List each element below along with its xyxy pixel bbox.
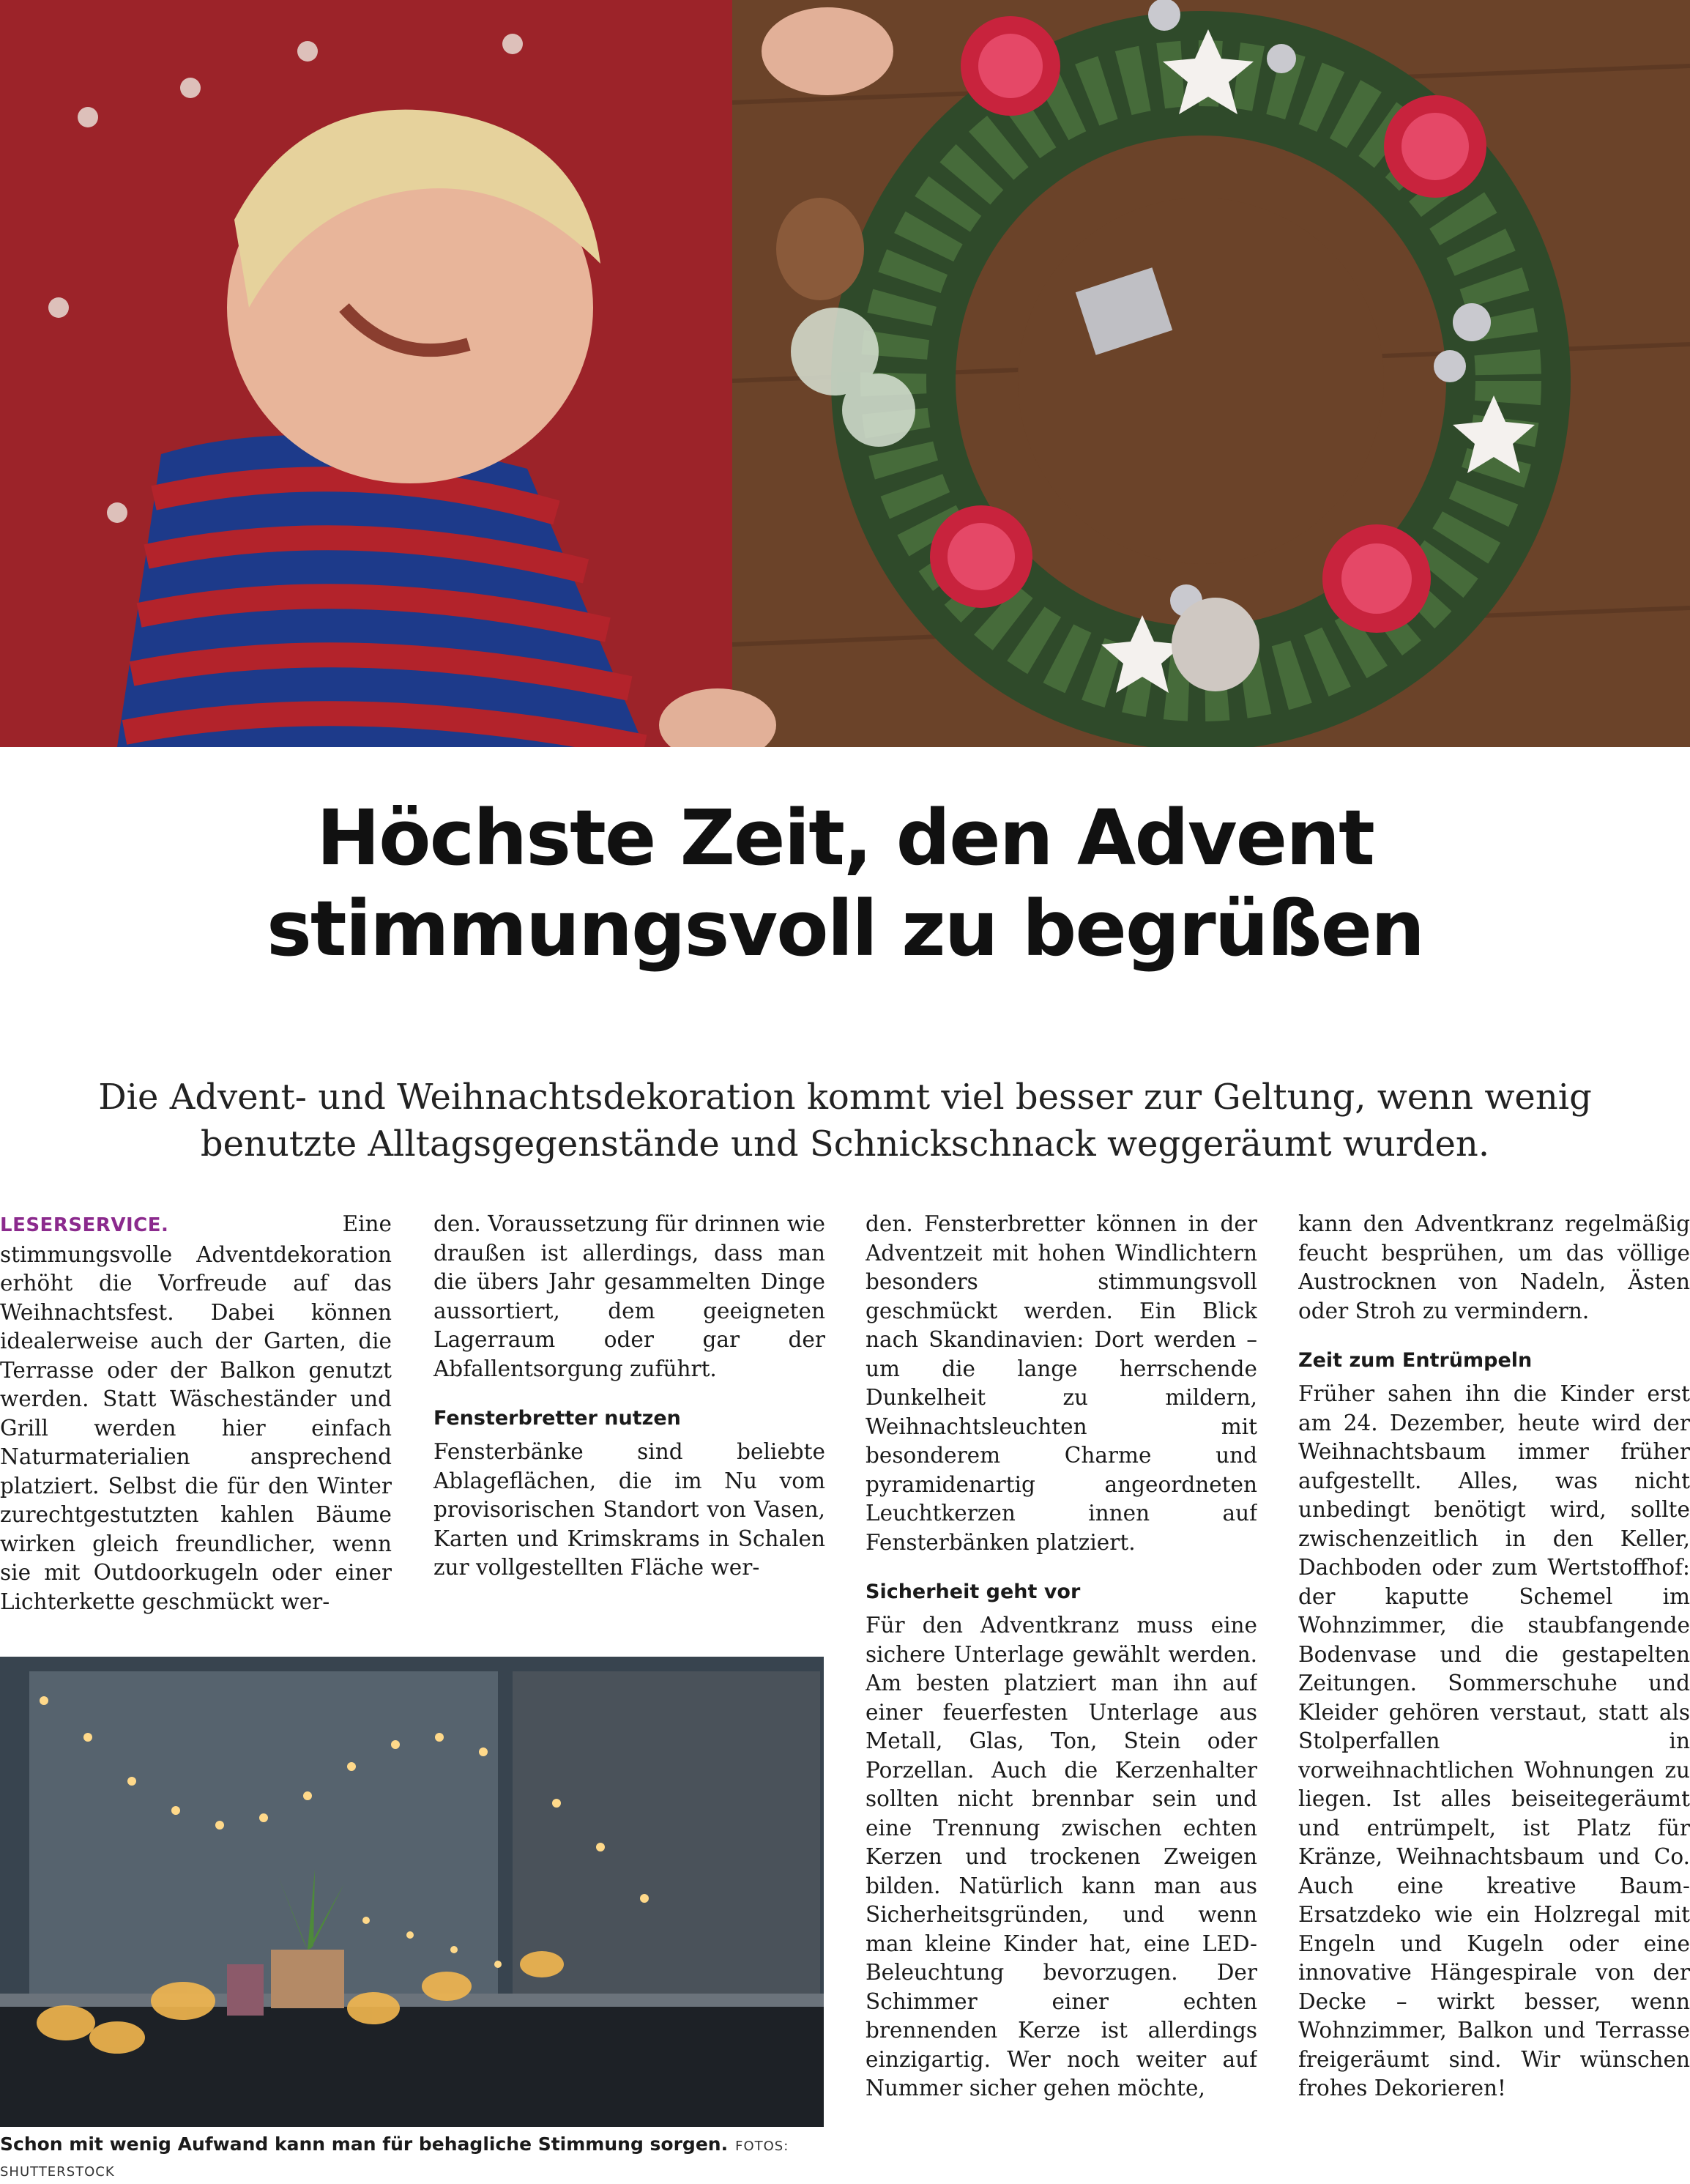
- hero-illustration: [0, 0, 1690, 747]
- section-heading: Sicherheit geht vor: [866, 1581, 1081, 1603]
- paragraph: den. Fensterbretter können in der Adventzeit mit hohen Windlichtern besonders stimmungsvoll geschmückt werden. Ein Blick nach Skandinavien: Dort werden – um die lange herrschende Dunkelheit zu mildern, Weihnachtsleuchten mit besonderem Charme und pyramidenartig angeordneten Leuchtkerzen innen auf Fensterbänken platziert.: [866, 1211, 1257, 1555]
- subheadline-line-2: benutzte Alltagsgegenstände und Schnickschnack weggeräumt wurden.: [200, 1123, 1490, 1165]
- paragraph: den. Voraussetzung für drinnen wie draußen ist allerdings, dass man die übers Jahr gesammelten Dinge aussortiert, dem geeigneten Lagerraum oder gar der Abfallentsorgung zuführt.: [433, 1211, 825, 1381]
- article-headline: [0, 792, 1690, 974]
- candles-window-photo: [0, 1657, 824, 2127]
- intro-text: Eine stimmungsvolle Adventdekoration erhöht die Vorfreude auf das Weihnachtsfest. Dabei können idealerweise auch der Garten, die Terrasse oder der Balkon genutzt werden. Statt Wäscheständer und Grill werden hier einfach Naturmaterialien ansprechend platziert. Selbst die für den Winter zurechtgestutzten kahlen Bäume wirken gleich freundlicher, wenn sie mit Outdoorkugeln oder einer Lichterkette geschmückt wer-: [0, 1211, 392, 1614]
- subheadline-line-1: Die Advent- und Weihnachtsdekoration kommt viel besser zur Geltung, wenn wenig: [98, 1077, 1592, 1118]
- article-column-2: [433, 1210, 825, 1583]
- photo-caption: [0, 2133, 824, 2184]
- paragraph: Früher sahen ihn die Kinder erst am 24. Dezember, heute wird der Weihnachtsbaum immer früher aufgestellt. Alles, was nicht unbedingt benötigt wird, sollte zwischenzeitlich in den Keller, Dachboden oder zum Wertstoffhof: der kaputte Schemel im Wohnzimmer, die staubfangende Bodenvase und die gestapelten Zeitungen. Sommerschuhe und Kleider gehören verstaut, statt als Stolperfallen in vorweihnachtlichen Wohnungen zu liegen. Ist alles beiseitegeräumt und entrümpelt, ist Platz für Kränze, Weihnachtsbaum und Co. Auch eine kreative Baum-Ersatzdeko wie ein Holzregal mit Engeln und Kugeln oder eine innovative Hängespirale von der Decke – wirkt besser, wenn Wohnzimmer, Balkon und Terrasse freigeräumt sind. Wir wünschen frohes Dekorieren!: [1298, 1381, 1690, 2101]
- article-column-3: [866, 1210, 1257, 2161]
- article-column-4: [1298, 1210, 1690, 2161]
- paragraph: Für den Adventkranz muss eine sichere Unterlage gewählt werden. Am besten platziert man ihn auf einer feuerfesten Unterlage aus Metall, Glas, Ton, Stein oder Porzellan. Auch die Kerzenhalter sollten nicht brennbar sein und eine Trennung zwischen echten Kerzen und trockenen Zweigen bilden. Natürlich kann man aus Sicherheitsgründen, und wenn man kleine Kinder hat, eine LED-Beleuchtung bevorzugen. Der Schimmer einer echten brennenden Kerze ist allerdings einzigartig. Wer noch weiter auf Nummer sicher gehen möchte,: [866, 1613, 1257, 2101]
- caption-text: Schon mit wenig Aufwand kann man für behagliche Stimmung sorgen.: [0, 2133, 729, 2155]
- section-heading: Zeit zum Entrümpeln: [1298, 1349, 1533, 1372]
- headline-line-1: Höchste Zeit, den Advent: [316, 793, 1374, 883]
- article-column-1: [0, 1210, 392, 1616]
- candles-illustration: [0, 1657, 824, 2127]
- intro-paragraph: [0, 1210, 392, 1616]
- paragraph: Fensterbänke sind beliebte Ablageflächen, die im Nu vom provisorischen Standort von Vasen, Karten und Krimskrams in Schalen zur vollgestellten Fläche wer-: [433, 1439, 825, 1580]
- photo-credit: FOTOS: SHUTTERSTOCK: [0, 2139, 789, 2180]
- hero-photo-advent-wreath: [0, 0, 1690, 747]
- headline-line-2: stimmungsvoll zu begrüßen: [266, 884, 1424, 973]
- kicker-label: LESERSERVICE.: [0, 1214, 343, 1236]
- article-subheadline: [29, 1074, 1661, 1167]
- section-heading: Fensterbretter nutzen: [433, 1407, 681, 1430]
- paragraph: kann den Adventkranz regelmäßig feucht besprühen, um das völlige Austrocknen von Nadeln, Ästen oder Stroh zu vermindern.: [1298, 1211, 1690, 1323]
